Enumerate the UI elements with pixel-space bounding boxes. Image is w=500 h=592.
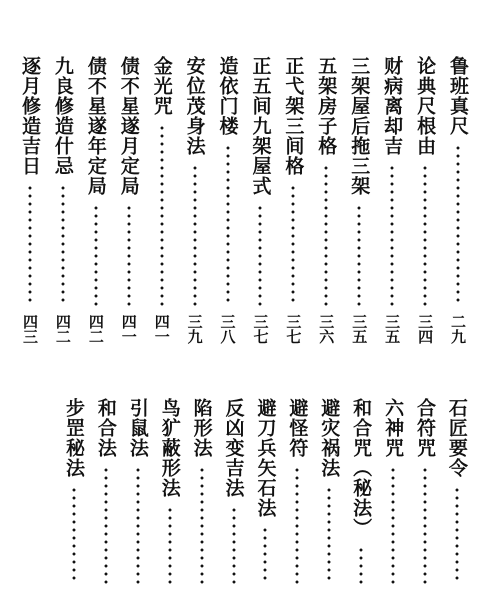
toc-entry [188,398,216,592]
toc-entry-page-number: 四一 [152,314,171,344]
toc-entry [181,56,209,356]
toc-entry [347,398,375,592]
toc-entry-title: 逐月修造吉日 [19,56,41,176]
toc-entry-title: 正五间九架屋式 [249,56,272,196]
toc-entry-title: 引鼠法 [126,398,149,458]
toc-entry-title: 五架房子格 [315,56,338,156]
dot-leader [263,526,267,584]
dot-leader [423,164,427,306]
toc-entry [220,398,248,592]
dot-leader [61,184,65,306]
toc-entry-title: 鸟犷蔽形法 [158,398,181,498]
toc-entry-page-number: 四二 [53,314,72,344]
dot-leader [456,144,460,306]
toc-entry [444,56,472,356]
toc-entry-title: 债不星遂年定局 [84,56,107,196]
dot-leader [104,466,108,584]
toc-entry-page-number: 三四 [416,314,435,344]
dot-leader [390,164,394,306]
toc-entry-title: 合符咒 [413,398,436,458]
toc-entry-title: 金光咒 [150,56,173,116]
toc-entry [312,56,340,356]
dot-leader [136,466,140,584]
dot-leader [94,204,98,306]
toc-entry-page-number: 三五 [350,314,369,344]
dot-leader [72,486,76,584]
toc-entry-page-number: 三七 [284,314,303,344]
dot-leader [324,164,328,306]
toc-entry-page-number: 三七 [251,314,270,344]
toc-entry [124,398,152,592]
toc-entry-title: 避刀兵矢石法 [254,398,277,518]
toc-entry [379,398,407,592]
toc-entry-title: 鲁班真尺 [446,56,469,136]
dot-leader [168,506,172,584]
toc-entry [49,56,77,356]
dot-leader [200,466,204,584]
toc-entry [60,398,88,592]
toc-entry [315,398,343,592]
toc-entry-title: 反凶变吉法 [222,398,245,498]
toc-entry-title: 六神咒 [382,398,405,458]
dot-leader [455,486,459,584]
toc-entry [148,56,176,356]
toc-entry-page-number: 四二 [86,314,105,344]
toc-entry-title: 步罡秘法 [63,398,85,478]
dot-leader [359,546,363,584]
dot-leader [295,466,299,584]
toc-entry [345,56,373,356]
dot-leader [423,466,427,584]
toc-entry [16,56,44,356]
toc-entry-title: 石匠要令 [445,398,468,478]
toc-entry-page-number: 三八 [218,314,237,344]
dot-leader [291,184,295,306]
toc-entry-title: 债不星遂月定局 [117,56,140,196]
dot-leader [127,204,131,306]
toc-entry-page-number: 四三 [21,314,39,344]
toc-entry [115,56,143,356]
toc-entry-title: 陷形法 [190,398,213,458]
toc-entry [92,398,120,592]
dot-leader [232,506,236,584]
dot-leader [226,144,230,306]
dot-leader [327,486,331,584]
dot-leader [193,164,197,306]
dot-leader [357,204,361,306]
dot-leader [258,204,262,306]
toc-entry-page-number: 三九 [185,314,204,344]
toc-entry-title: 财病离却吉 [381,56,404,156]
toc-entry-title: 九良修造什忌 [51,56,74,176]
toc-entry-title: 避灾祸法 [318,398,341,478]
toc-entry-title: 三架屋后拖三架 [348,56,371,196]
toc-entry-page-number: 三五 [383,314,402,344]
toc-entry-title: 和合咒（秘法） [350,398,373,538]
toc-entry [214,56,242,356]
toc-entry-title: 正弋架三间格 [282,56,305,176]
toc-entry-page-number: 四一 [119,314,138,344]
toc-entry-title: 论典尺根由 [414,56,437,156]
toc-entry-title: 和合法 [94,398,117,458]
toc-entry [279,56,307,356]
toc-entry-title: 避怪符 [286,398,309,458]
toc-bottom-block [60,398,471,592]
toc-entry [283,398,311,592]
toc-top-block [16,56,472,356]
toc-entry [411,398,439,592]
dot-leader [160,124,164,306]
toc-entry-title: 安位茂身法 [183,56,206,156]
toc-entry-title: 造依门楼 [216,56,239,136]
toc-entry [156,398,184,592]
toc-entry [411,56,439,356]
toc-entry [246,56,274,356]
toc-entry [251,398,279,592]
dot-leader [28,184,32,306]
toc-entry [82,56,110,356]
dot-leader [391,466,395,584]
toc-entry [443,398,471,592]
toc-entry-page-number: 二九 [448,314,467,344]
toc-entry-page-number: 三六 [317,314,336,344]
toc-entry [378,56,406,356]
